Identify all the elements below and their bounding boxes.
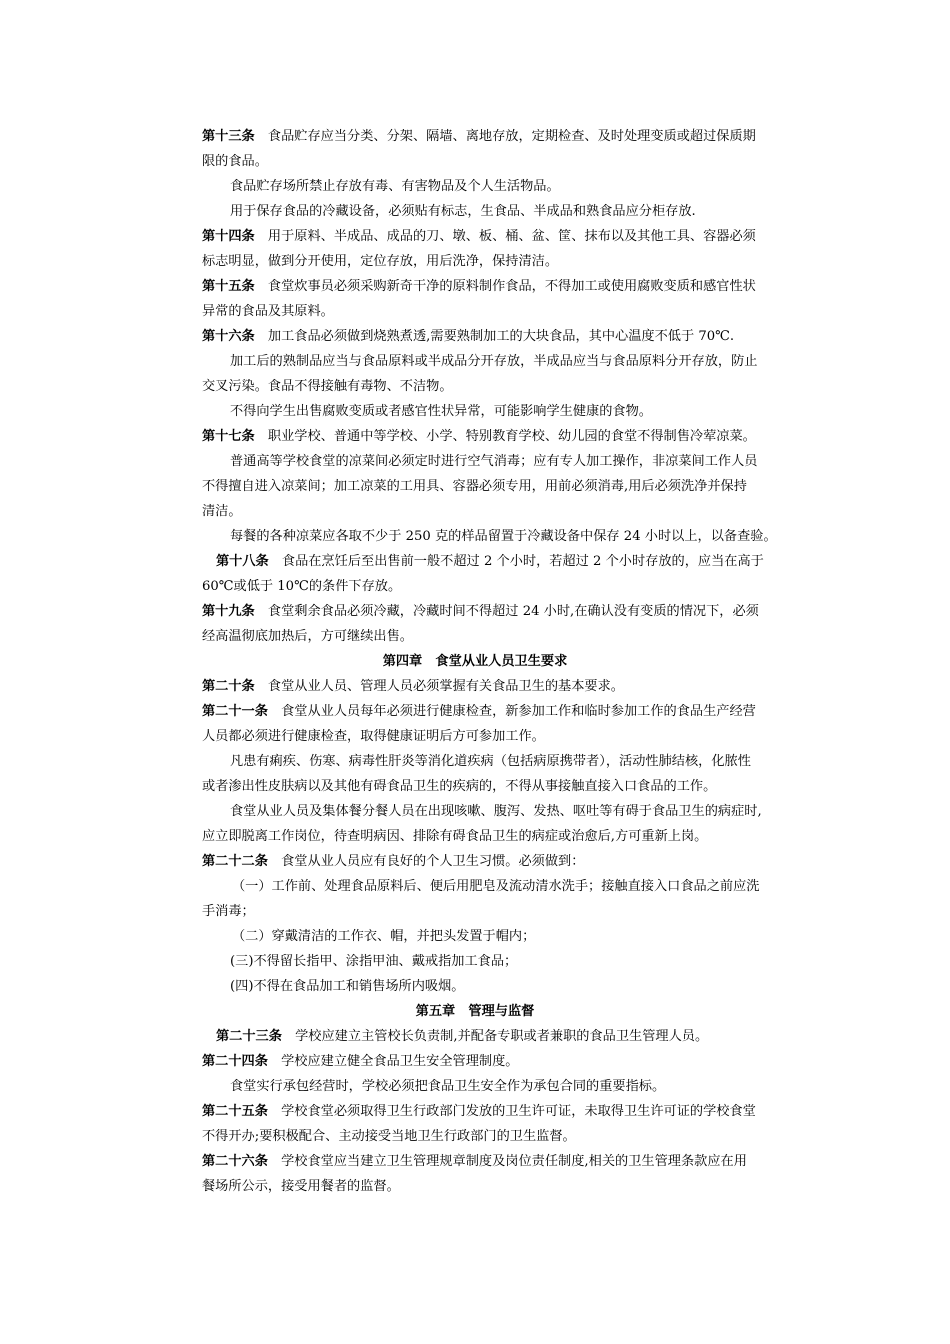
article-17-paragraph-3: 每餐的各种凉菜应各取不少于 250 克的样品留置于冷藏设备中保存 24 小时以上，以备查验。 bbox=[230, 529, 777, 544]
article-13-line-2: 限的食品。 bbox=[202, 154, 268, 169]
article-16-paragraph-2-line-1: 加工后的熟制品应当与食品原料或半成品分开存放，半成品应当与食品原料分开存放，防止 bbox=[230, 354, 758, 369]
article-23-line-1: 第二十三条 学校应建立主管校长负责制,并配备专职或者兼职的食品卫生管理人员。 bbox=[216, 1029, 709, 1044]
article-22-item-3: (三)不得留长指甲、涂指甲油、戴戒指加工食品； bbox=[230, 954, 518, 969]
article-22-item-1-line-1: （一）工作前、处理食品原料后、便后用肥皂及流动清水洗手；接触直接入口食品之前应洗 bbox=[232, 879, 760, 894]
article-13-paragraph-3: 用于保存食品的冷藏设备，必须贴有标志，生食品、半成品和熟食品应分柜存放. bbox=[230, 204, 696, 219]
article-14-line-1: 第十四条 用于原料、半成品、成品的刀、墩、板、桶、盆、筐、抹布以及其他工具、容器必须 bbox=[202, 229, 756, 244]
article-16-paragraph-2-line-2: 交叉污染。食品不得接触有毒物、不洁物。 bbox=[202, 379, 453, 394]
article-14-line-2: 标志明显，做到分开使用，定位存放，用后洗净，保持清洁。 bbox=[202, 254, 559, 269]
article-17-paragraph-2-line-3: 清洁。 bbox=[202, 504, 242, 519]
article-22-item-1-line-2: 手消毒； bbox=[202, 904, 255, 919]
article-18-line-1: 第十八条 食品在烹饪后至出售前一般不超过 2 个小时，若超过 2 个小时存放的，应当在高于 bbox=[216, 554, 764, 569]
article-21-line-1: 第二十一条 食堂从业人员每年必须进行健康检查，新参加工作和临时参加工作的食品生产经营 bbox=[202, 704, 756, 719]
article-17-paragraph-2-line-2: 不得擅自进入凉菜间；加工凉菜的工用具、容器必须专用，用前必须消毒,用后必须洗净并保持 bbox=[202, 479, 747, 494]
article-21-paragraph-2-line-2: 或者渗出性皮肤病以及其他有碍食品卫生的疾病的，不得从事接触直接入口食品的工作。 bbox=[202, 779, 717, 794]
article-24-paragraph-2: 食堂实行承包经营时，学校必须把食品卫生安全作为承包合同的重要指标。 bbox=[230, 1079, 666, 1094]
article-13-line-1: 第十三条 食品贮存应当分类、分架、隔墙、离地存放，定期检查、及时处理变质或超过保质期 bbox=[202, 129, 756, 144]
article-21-paragraph-3-line-1: 食堂从业人员及集体餐分餐人员在出现咳嗽、腹泻、发热、呕吐等有碍于食品卫生的病症时, bbox=[230, 804, 762, 819]
article-15-line-2: 异常的食品及其原料。 bbox=[202, 304, 334, 319]
chapter-5-heading: 第五章 管理与监督 bbox=[415, 1004, 535, 1019]
article-13-paragraph-2: 食品贮存场所禁止存放有毒、有害物品及个人生活物品。 bbox=[230, 179, 560, 194]
article-22-item-4: (四)不得在食品加工和销售场所内吸烟。 bbox=[230, 979, 465, 994]
article-16-paragraph-3: 不得向学生出售腐败变质或者感官性状异常，可能影响学生健康的食物。 bbox=[230, 404, 652, 419]
article-21-paragraph-2-line-1: 凡患有痢疾、伤寒、病毒性肝炎等消化道疾病（包括病原携带者），活动性肺结核，化脓性 bbox=[230, 754, 751, 769]
article-18-line-2: 60℃或低于 10℃的条件下存放。 bbox=[202, 579, 402, 594]
article-24-line-1: 第二十四条 学校应建立健全食品卫生安全管理制度。 bbox=[202, 1054, 519, 1069]
article-17-paragraph-2-line-1: 普通高等学校食堂的凉菜间必须定时进行空气消毒；应有专人加工操作，非凉菜间工作人员 bbox=[230, 454, 758, 469]
article-19-line-2: 经高温彻底加热后，方可继续出售。 bbox=[202, 629, 413, 644]
article-22-line-1: 第二十二条 食堂从业人员应有良好的个人卫生习惯。必须做到： bbox=[202, 854, 585, 869]
article-20-line-1: 第二十条 食堂从业人员、管理人员必须掌握有关食品卫生的基本要求。 bbox=[202, 679, 624, 694]
article-16-line-1: 第十六条 加工食品必须做到烧熟煮透,需要熟制加工的大块食品，其中心温度不低于 70℃. bbox=[202, 329, 735, 344]
chapter-4-heading: 第四章 食堂从业人员卫生要求 bbox=[382, 654, 568, 669]
article-22-item-2: （二）穿戴清洁的工作衣、帽，并把头发置于帽内； bbox=[232, 929, 536, 944]
article-25-line-2: 不得开办;要积极配合、主动接受当地卫生行政部门的卫生监督。 bbox=[202, 1129, 576, 1144]
article-19-line-1: 第十九条 食堂剩余食品必须冷藏，冷藏时间不得超过 24 小时,在确认没有变质的情况下，必须 bbox=[202, 604, 759, 619]
article-25-line-1: 第二十五条 学校食堂必须取得卫生行政部门发放的卫生许可证，未取得卫生许可证的学校食堂 bbox=[202, 1104, 756, 1119]
article-26-line-2: 餐场所公示，接受用餐者的监督。 bbox=[202, 1179, 400, 1194]
article-21-paragraph-3-line-2: 应立即脱离工作岗位，待查明病因、排除有碍食品卫生的病症或治愈后,方可重新上岗。 bbox=[202, 829, 708, 844]
article-17-line-1: 第十七条 职业学校、普通中等学校、小学、特别教育学校、幼儿园的食堂不得制售冷荤凉菜。 bbox=[202, 429, 756, 444]
article-15-line-1: 第十五条 食堂炊事员必须采购新奇干净的原料制作食品，不得加工或使用腐败变质和感官性状 bbox=[202, 279, 756, 294]
article-26-line-1: 第二十六条 学校食堂应当建立卫生管理规章制度及岗位责任制度,相关的卫生管理条款应在用 bbox=[202, 1154, 747, 1169]
article-21-line-2: 人员都必须进行健康检查，取得健康证明后方可参加工作。 bbox=[202, 729, 545, 744]
